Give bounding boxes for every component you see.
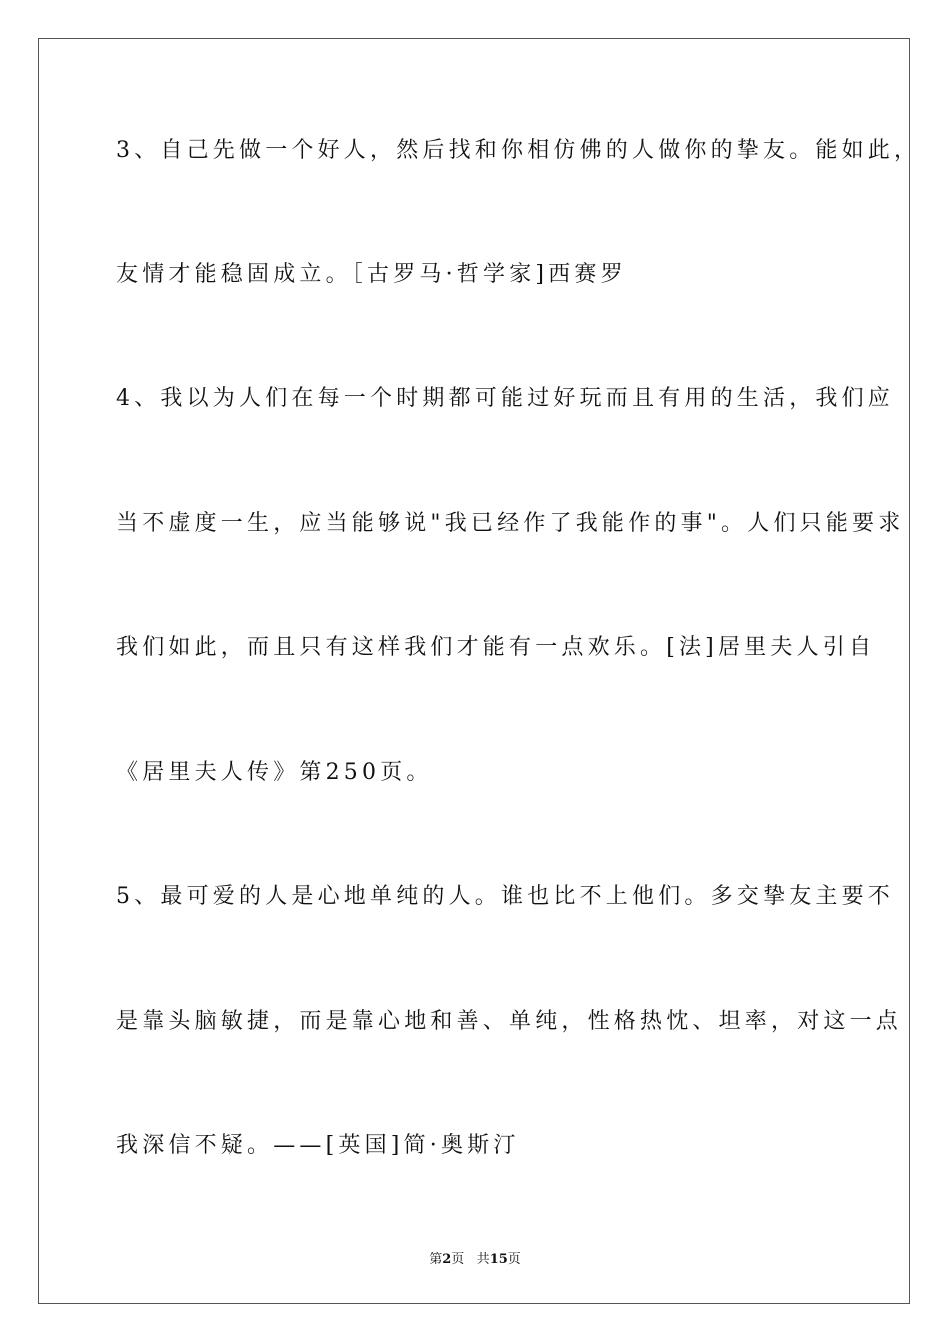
text-line-4: 当不虚度一生，应当能够说"我已经作了我能作的事"。人们只能要求 bbox=[116, 511, 905, 536]
text-line-2: 友情才能稳固成立。［古罗马·哲学家]西赛罗 bbox=[116, 262, 627, 287]
text-line-6: 《居里夫人传》第250页。 bbox=[116, 760, 433, 785]
page-footer bbox=[0, 1248, 950, 1267]
page-frame bbox=[38, 38, 910, 1304]
text-line-9: 我深信不疑。——[英国]简·奥斯汀 bbox=[116, 1133, 520, 1158]
page-prefix: 第 bbox=[429, 1252, 443, 1267]
total-suffix: 页 bbox=[507, 1252, 521, 1267]
total-prefix: 共 bbox=[476, 1252, 490, 1267]
page-suffix: 页 bbox=[451, 1252, 465, 1267]
text-line-8: 是靠头脑敏捷，而是靠心地和善、单纯，性格热忱、坦率，对这一点 bbox=[116, 1009, 903, 1034]
total-pages: 15 bbox=[489, 1252, 508, 1267]
text-line-1: 3、自己先做一个好人，然后找和你相仿佛的人做你的挚友。能如此， bbox=[116, 138, 921, 163]
text-line-5: 我们如此，而且只有这样我们才能有一点欢乐。[法]居里夫人引自 bbox=[116, 635, 876, 660]
text-line-7: 5、最可爱的人是心地单纯的人。谁也比不上他们。多交挚友主要不 bbox=[116, 884, 894, 909]
page-number: 2 bbox=[442, 1252, 452, 1267]
text-line-3: 4、我以为人们在每一个时期都可能过好玩而且有用的生活，我们应 bbox=[116, 386, 894, 411]
